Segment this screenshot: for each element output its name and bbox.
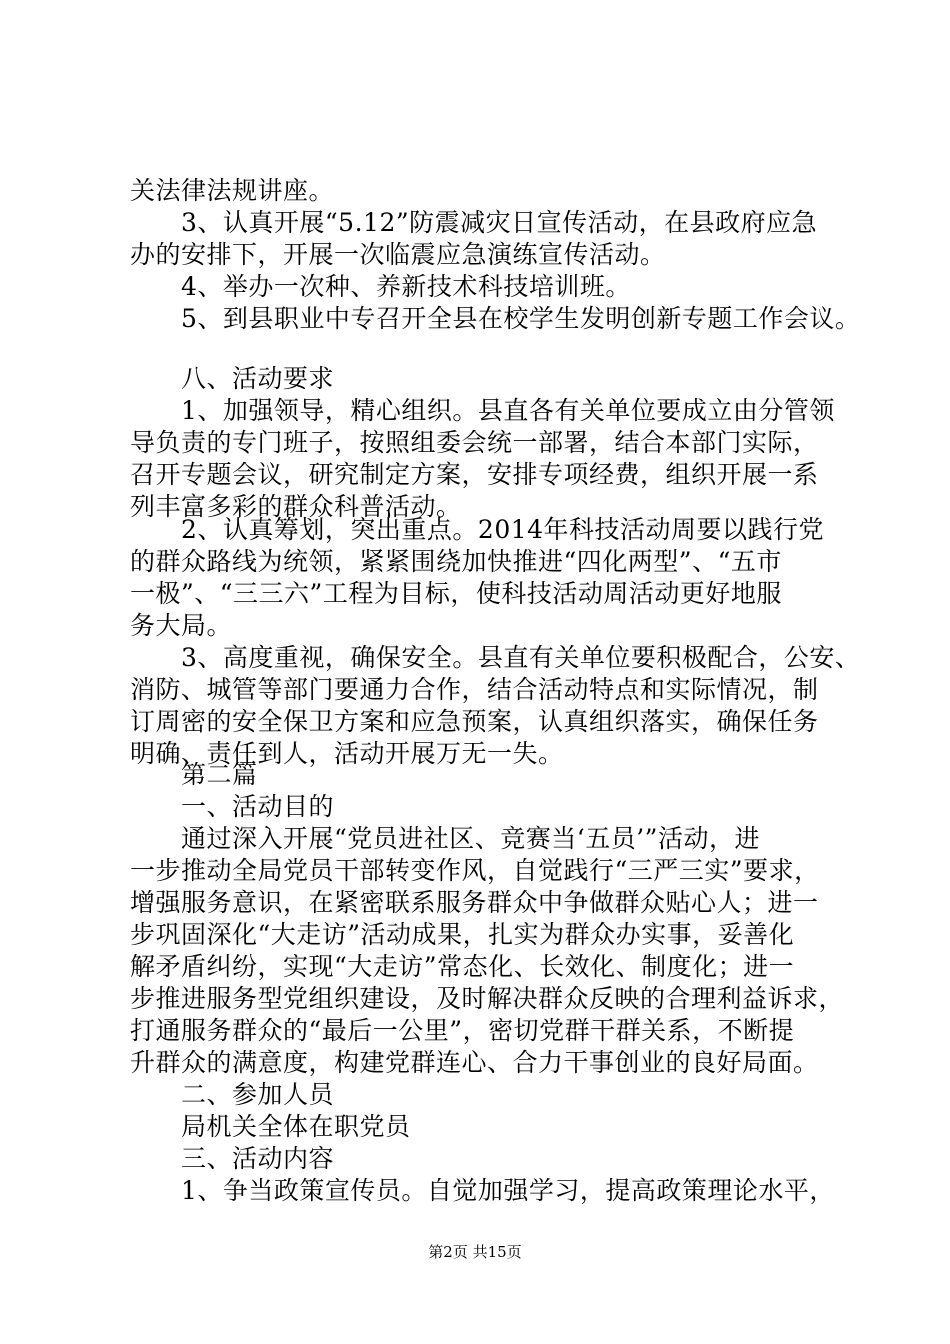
- text-line: 3、认真开展“5.12”防震减灾日宣传活动，在县政府应急: [130, 208, 818, 237]
- text-line: 5、到县职业中专召开全县在校学生发明创新专题工作会议。: [130, 304, 861, 333]
- text-line: 务大局。: [130, 611, 233, 640]
- text-line: 局机关全体在职党员: [130, 1112, 411, 1141]
- text-line: 解矛盾纠纷，实现“大走访”常态化、长效化、制度化；进一: [130, 952, 795, 981]
- text-line: 1、加强领导，精心组织。县直各有关单位要成立由分管领: [130, 396, 835, 425]
- text-line: 2、认真筹划，突出重点。2014年科技活动周要以践行党: [130, 515, 825, 544]
- text-line: 通过深入开展“党员进社区、竞赛当‘五员’”活动，进: [130, 824, 760, 853]
- text-line: 步巩固深化“大走访”活动成果，扎实为群众办实事，妥善化: [130, 920, 795, 949]
- text-line: 一、活动目的: [130, 792, 335, 821]
- text-line: 订周密的安全保卫方案和应急预案，认真组织落实，确保任务: [130, 707, 819, 736]
- page-footer: 第2页 共15页: [428, 1243, 522, 1261]
- text-line: 3、高度重视，确保安全。县直有关单位要积极配合，公安、: [130, 643, 861, 672]
- text-line: 的群众路线为统领，紧紧围绕加快推进“四化两型”、“五市: [130, 547, 782, 576]
- text-line: 八、活动要求: [130, 364, 335, 393]
- text-line: 列丰富多彩的群众科普活动。: [130, 492, 462, 521]
- text-line: 一极”、“三三六”工程为目标，使科技活动周活动更好地服: [130, 579, 782, 608]
- text-line: 明确、责任到人，活动开展万无一失。: [130, 739, 564, 768]
- text-line: 办的安排下，开展一次临震应急演练宣传活动。: [130, 240, 666, 269]
- text-line: 导负责的专门班子，按照组委会统一部署，结合本部门实际，: [130, 428, 819, 457]
- text-line: 召开专题会议，研究制定方案，安排专项经费，组织开展一系: [130, 460, 819, 489]
- text-line: 三、活动内容: [130, 1144, 335, 1173]
- text-line: 关法律法规讲座。: [130, 176, 335, 205]
- text-line: 消防、城管等部门要通力合作，结合活动特点和实际情况，制: [130, 675, 819, 704]
- text-line: 4、举办一次种、养新技术科技培训班。: [130, 272, 631, 301]
- text-line: 二、参加人员: [130, 1080, 335, 1109]
- text-line: 打通服务群众的“最后一公里”，密切党群干群关系，不断提: [130, 1016, 795, 1045]
- text-line: 一步推动全局党员干部转变作风，自觉践行“三严三实”要求，: [130, 856, 820, 885]
- text-line: 1、争当政策宣传员。自觉加强学习，提高政策理论水平，: [130, 1176, 835, 1205]
- text-line: 步推进服务型党组织建设，及时解决群众反映的合理利益诉求，: [130, 984, 845, 1013]
- text-line: 增强服务意识，在紧密联系服务群众中争做群众贴心人；进一: [130, 888, 819, 917]
- text-line: 升群众的满意度，构建党群连心、合力干事创业的良好局面。: [130, 1048, 819, 1077]
- text-line: 第二篇: [130, 760, 258, 789]
